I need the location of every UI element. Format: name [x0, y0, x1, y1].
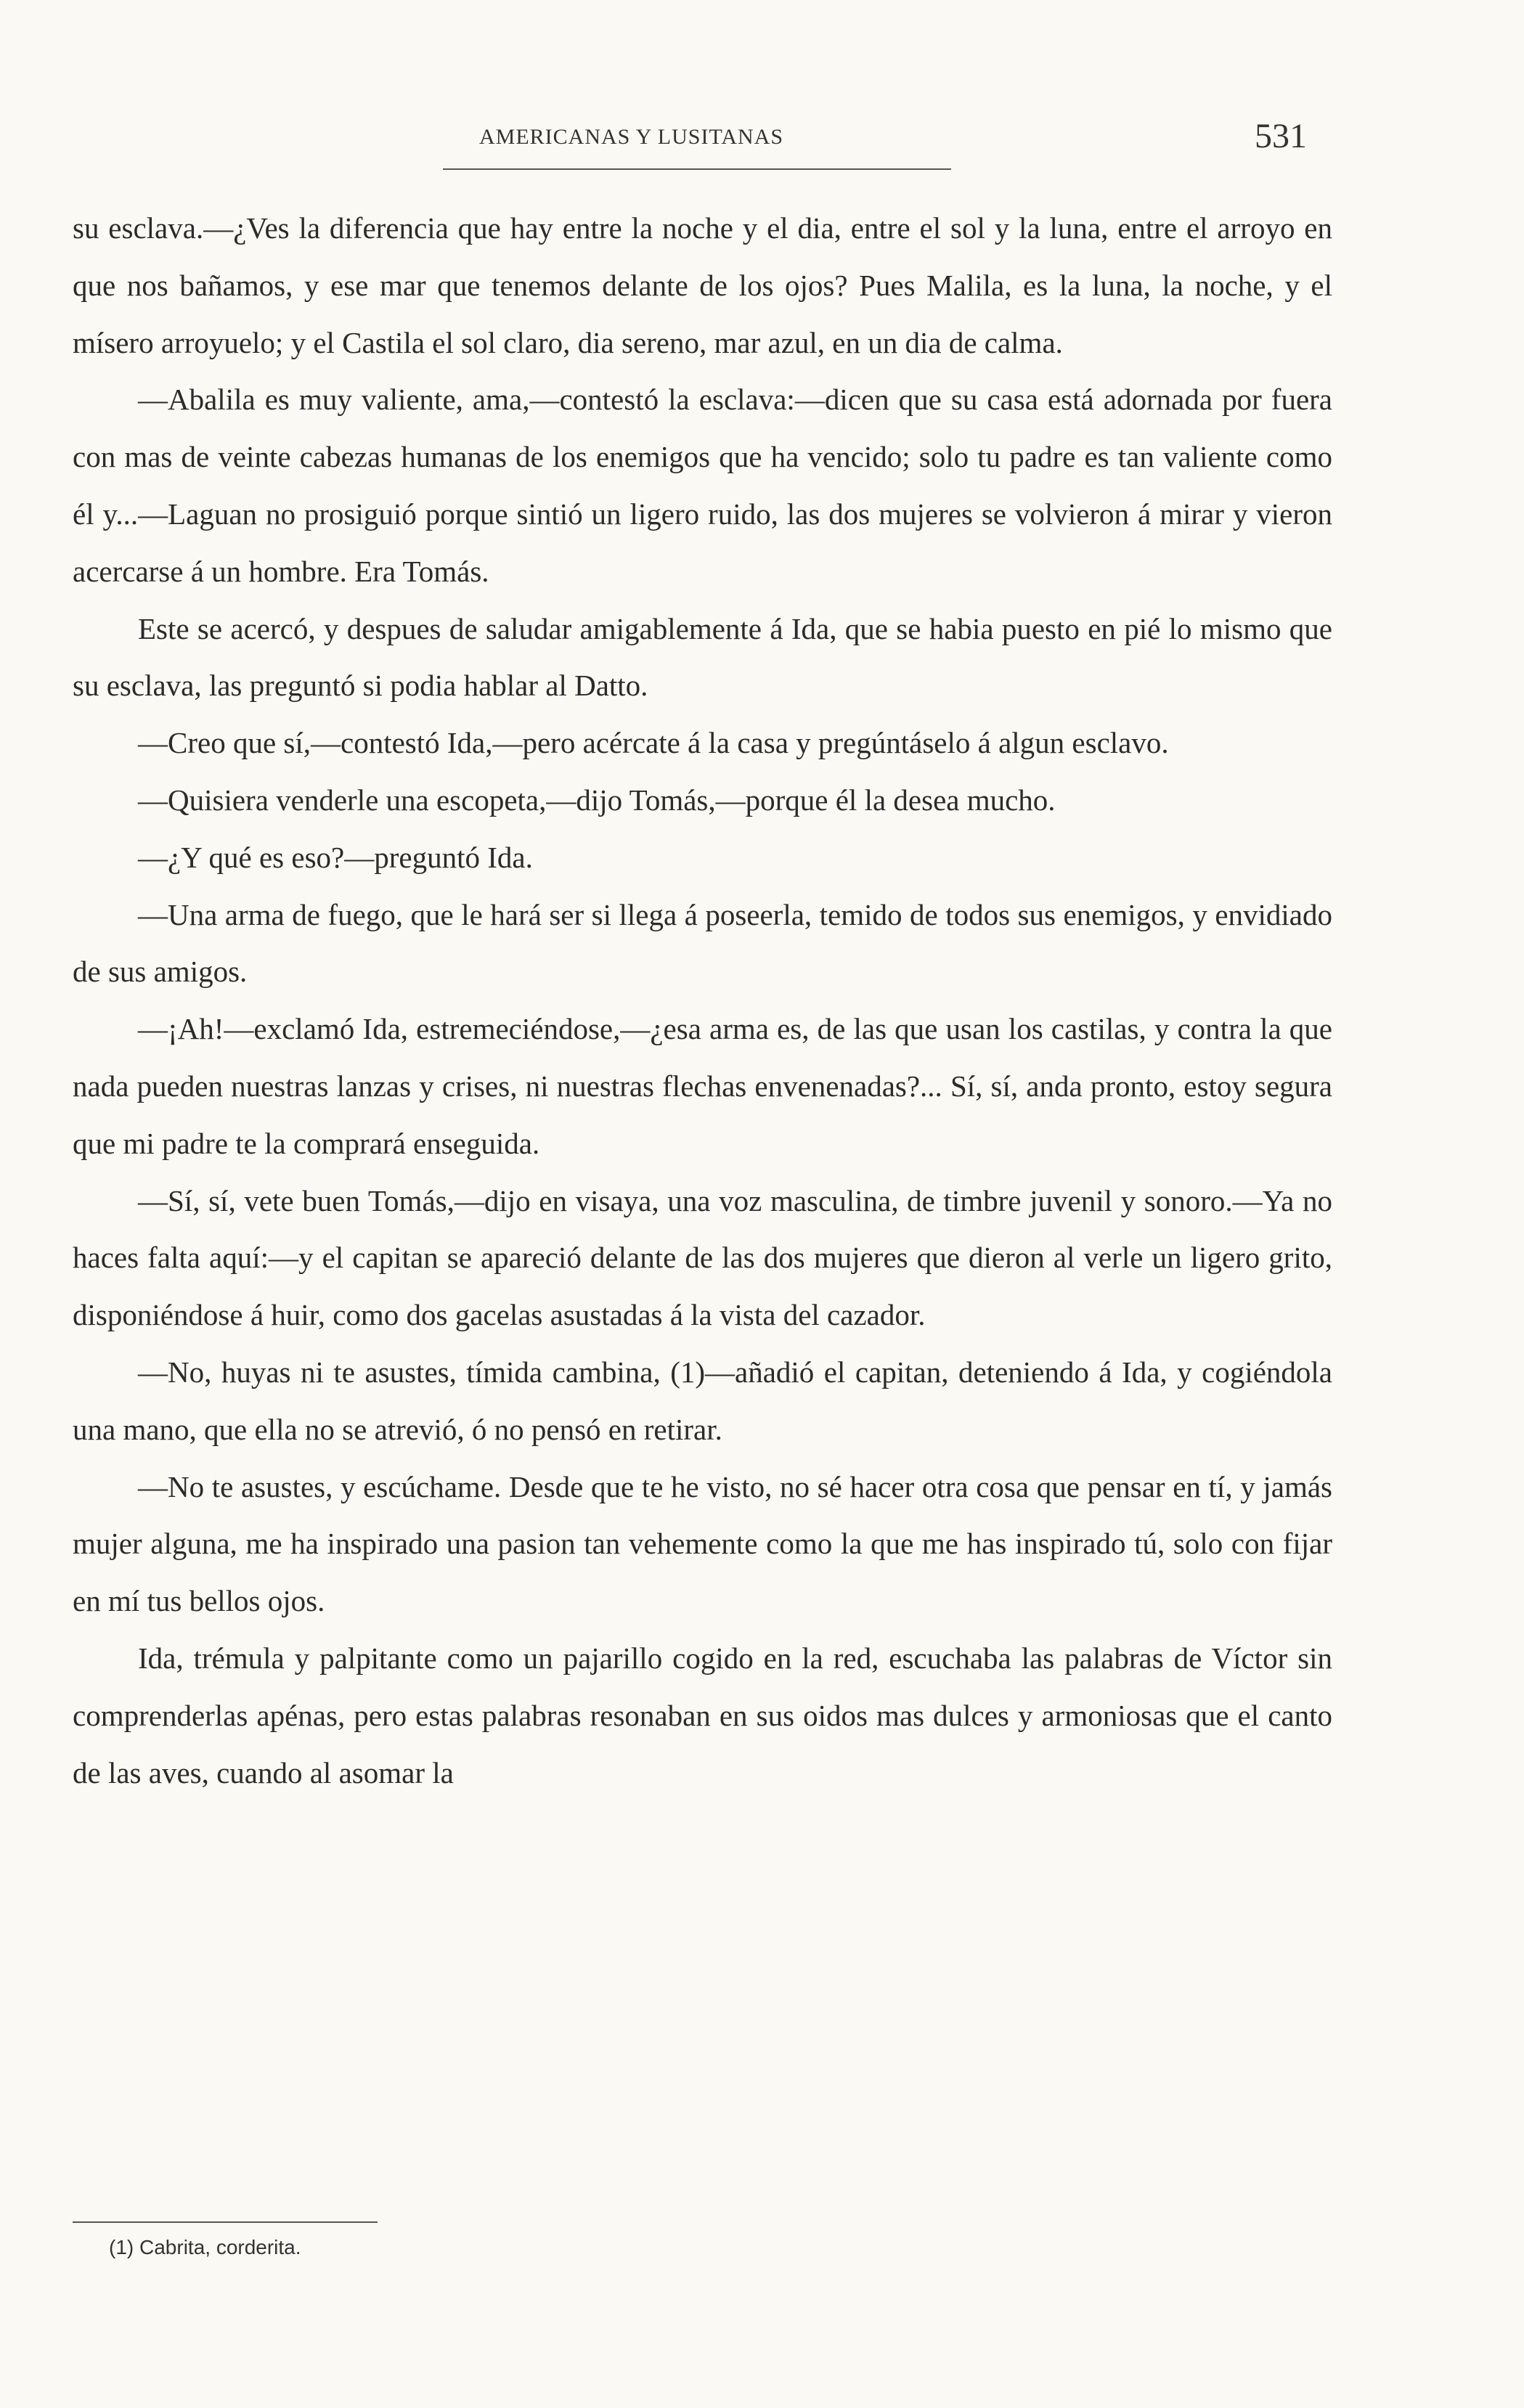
paragraph: —¡Ah!—exclamó Ida, estremeciéndose,—¿esa arma es, de las que usan los castilas, y contra la que nada pueden nuestras lanzas y crises, ni nuestras flechas envenenadas?... Sí, sí, anda pronto, estoy segura que mi padre te la comprará enseguida. [73, 1012, 1332, 1160]
footnote-rule [73, 2221, 378, 2223]
paragraph: —¿Y qué es eso?—preguntó Ida. [138, 840, 533, 874]
header-rule [443, 168, 951, 170]
paragraph: su esclava.—¿Ves la diferencia que hay entre la noche y el dia, entre el sol y la luna, entre el arroyo en que nos bañamos, y ese mar que tenemos delante de los ojos? Pues Malila, es la luna, la noche, y el mísero arroyuelo; y el Castila el sol claro, dia sereno, mar azul, en un dia de calma. [73, 211, 1332, 359]
paragraph: —No, huyas ni te asustes, tímida cambina, (1)—añadió el capitan, deteniendo á Ida, y cogiéndola una mano, que ella no se atrevió, ó no pensó en retirar. [73, 1355, 1332, 1446]
paragraph: —Abalila es muy valiente, ama,—contestó la esclava:—dicen que su casa está adornada por fuera con mas de veinte cabezas humanas de los enemigos que ha vencido; solo tu padre es tan valiente como él y...—Laguan no prosiguió porque sintió un ligero ruido, las dos mujeres se volvieron á mirar y vieron acercarse á un hombre. Era Tomás. [73, 383, 1332, 588]
paragraph: Este se acercó, y despues de saludar amigablemente á Ida, que se habia puesto en pié lo mismo que su esclava, las preguntó si podia hablar al Datto. [73, 611, 1332, 703]
paragraph: —Creo que sí,—contestó Ida,—pero acércate á la casa y pregúntáselo á algun esclavo. [138, 726, 1169, 760]
paragraph: —Quisiera venderle una escopeta,—dijo Tomás,—porque él la desea mucho. [138, 783, 1056, 817]
footnote: (1) Cabrita, corderita. [109, 2236, 301, 2258]
paragraph: Ida, trémula y palpitante como un pajarillo cogido en la red, escuchaba las palabras de Víctor sin comprenderlas apénas, pero estas palabras resonaban en sus oidos mas dulces y armoniosas que el canto de las aves, cuando al asomar la [73, 1641, 1332, 1789]
paragraph: —No te asustes, y escúchame. Desde que te he visto, no sé hacer otra cosa que pensar en tí, y jamás mujer alguna, me ha inspirado una pasion tan vehemente como la que me has inspirado tú, solo con fijar en mí tus bellos ojos. [73, 1469, 1332, 1618]
page-number: 531 [1255, 117, 1307, 155]
body-text [73, 200, 1332, 1801]
paragraph: —Sí, sí, vete buen Tomás,—dijo en visaya, una voz masculina, de timbre juvenil y sonoro.—Ya no haces falta aquí:—y el capitan se apareció delante de las dos mujeres que dieron al verle un ligero grito, disponiéndose á huir, como dos gacelas asustadas á la vista del cazador. [73, 1183, 1332, 1332]
running-title: AMERICANAS Y LUSITANAS [479, 125, 784, 149]
page-header [73, 116, 1307, 160]
paragraph: —Una arma de fuego, que le hará ser si llega á poseerla, temido de todos sus enemigos, y envidiado de sus amigos. [73, 897, 1332, 989]
